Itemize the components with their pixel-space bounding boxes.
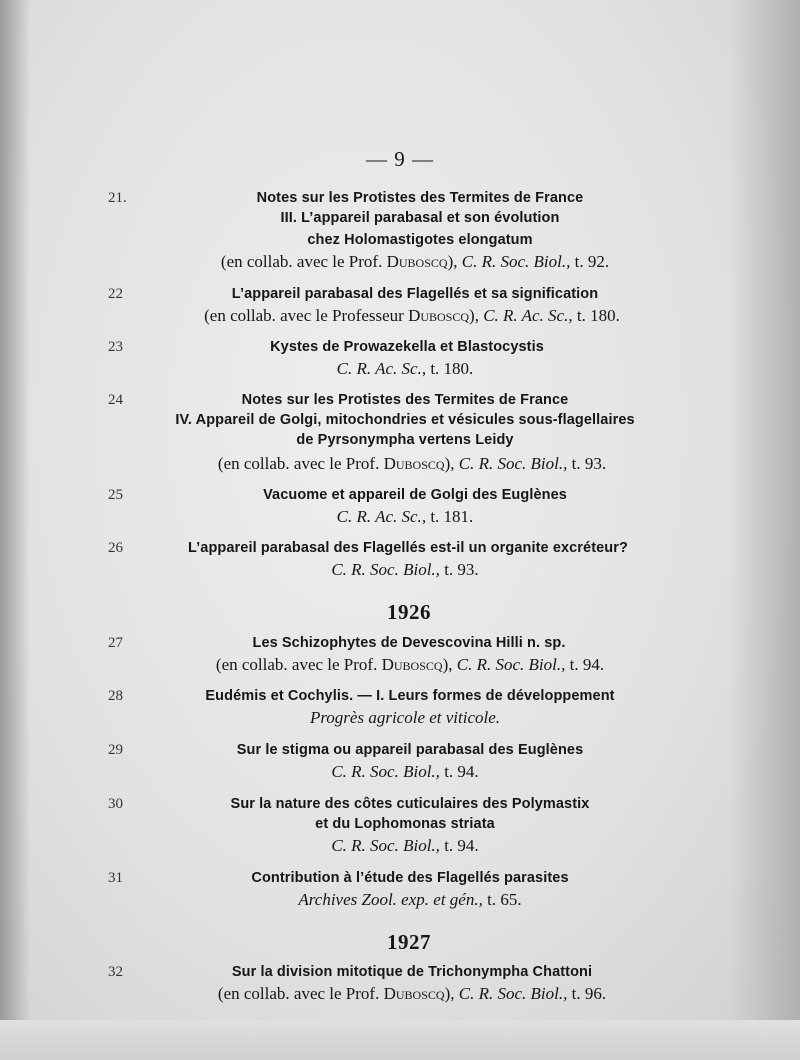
entry-title-line-1: Kystes de Prowazekella et Blastocystis: [270, 339, 544, 355]
year-heading-1927: 1927: [387, 930, 431, 954]
entry-title-line-2: et du Lophomonas striata: [315, 816, 495, 832]
page-number: — 9 —: [366, 147, 434, 171]
entry-reference: C. R. Soc. Biol., t. 94.: [331, 836, 479, 855]
entry-reference: (en collab. avec le Prof. Duboscq), C. R. Soc. Biol., t. 93.: [217, 454, 607, 473]
entry-number: 24: [108, 392, 123, 408]
entry-title-line-1: L’appareil parabasal des Flagellés et sa signification: [231, 286, 599, 302]
entry-title-line-1: Eudémis et Cochylis. — I. Leurs formes de développement: [205, 688, 615, 704]
entry-title-line-1: Notes sur les Protistes des Termites de France: [256, 190, 584, 206]
entry-title-line-1: L’appareil parabasal des Flagellés est-il un organite excréteur?: [188, 540, 628, 556]
entry-reference: C. R. Soc. Biol., t. 93.: [331, 560, 479, 579]
entry-reference: (en collab. avec le Prof. Duboscq), C. R. Soc. Biol., t. 96.: [217, 984, 607, 1003]
entry-title-line-1: Vacuome et appareil de Golgi des Euglènes: [263, 487, 567, 503]
entry-number: 30: [108, 796, 123, 812]
entry-title-line-2: IV. Appareil de Golgi, mitochondries et vésicules sous-flagellaires: [175, 412, 635, 428]
entry-title-line-1: Sur la division mitotique de Trichonympha Chattoni: [231, 964, 593, 980]
entry-reference: Progrès agricole et viticole.: [309, 708, 501, 727]
entry-reference: Archives Zool. exp. et gén., t. 65.: [298, 890, 522, 909]
entry-title-line-1: Notes sur les Protistes des Termites de France: [241, 392, 569, 408]
entry-reference: (en collab. avec le Prof. Duboscq), C. R. Soc. Biol., t. 94.: [215, 655, 605, 674]
entry-reference: C. R. Ac. Sc., t. 181.: [336, 507, 474, 526]
entry-number: 22: [108, 286, 123, 302]
entry-reference: (en collab. avec le Prof. Duboscq), C. R. Soc. Biol., t. 92.: [220, 252, 610, 271]
entry-reference: C. R. Ac. Sc., t. 180.: [336, 359, 474, 378]
entry-number: 26: [108, 540, 123, 556]
entry-title-line-1: Les Schizophytes de Devescovina Hilli n. sp.: [252, 635, 566, 651]
entry-number: 28: [108, 688, 123, 704]
entry-number: 31: [108, 870, 123, 886]
entry-title-line-1: Contribution à l’étude des Flagellés parasites: [251, 870, 569, 886]
entry-title-line-3: chez Holomastigotes elongatum: [307, 232, 533, 248]
entry-reference: C. R. Soc. Biol., t. 94.: [331, 762, 479, 781]
entry-title-line-3: de Pyrsonympha vertens Leidy: [296, 432, 514, 448]
entry-number: 29: [108, 742, 123, 758]
entry-number: 25: [108, 487, 123, 503]
entry-reference: (en collab. avec le Professeur Duboscq), C. R. Ac. Sc., t. 180.: [204, 306, 620, 325]
entry-number: 23: [108, 339, 123, 355]
entry-title-line-2: III. L’appareil parabasal et son évolution: [280, 210, 560, 226]
year-heading-1926: 1926: [387, 600, 431, 624]
entry-title-line-1: Sur la nature des côtes cuticulaires des Polymastix: [230, 796, 590, 812]
entry-title-line-1: Sur le stigma ou appareil parabasal des Euglènes: [236, 742, 584, 758]
entry-number: 32: [108, 964, 123, 980]
entry-number: 27: [108, 635, 123, 651]
entry-number: 21.: [108, 190, 127, 206]
